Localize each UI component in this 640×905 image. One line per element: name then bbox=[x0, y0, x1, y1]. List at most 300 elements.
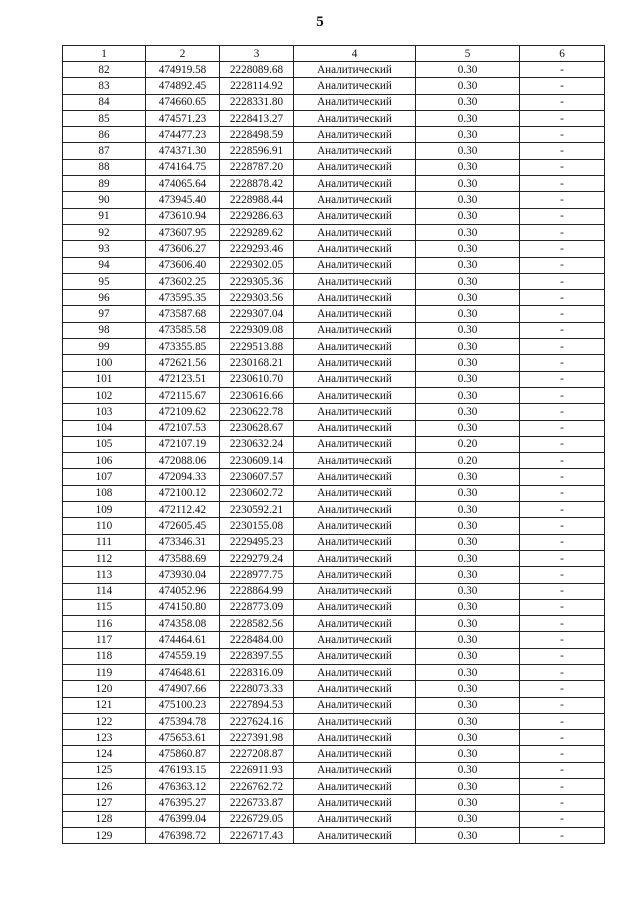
cell-x-coordinate: 472100.12 bbox=[146, 485, 220, 501]
cell-method: Аналитический bbox=[294, 599, 416, 615]
cell-y-coordinate: 2229279.24 bbox=[220, 550, 294, 566]
cell-method: Аналитический bbox=[294, 518, 416, 534]
cell-method: Аналитический bbox=[294, 583, 416, 599]
cell-note: - bbox=[520, 273, 605, 289]
cell-point-number: 122 bbox=[63, 713, 146, 729]
cell-point-number: 101 bbox=[63, 371, 146, 387]
cell-x-coordinate: 475394.78 bbox=[146, 713, 220, 729]
cell-x-coordinate: 472621.56 bbox=[146, 355, 220, 371]
table-row bbox=[63, 322, 605, 338]
cell-point-number: 85 bbox=[63, 110, 146, 126]
cell-y-coordinate: 2229293.46 bbox=[220, 241, 294, 257]
cell-accuracy: 0.30 bbox=[416, 762, 520, 778]
column-header-5: 5 bbox=[416, 46, 520, 62]
table-row bbox=[63, 159, 605, 175]
cell-method: Аналитический bbox=[294, 224, 416, 240]
cell-note: - bbox=[520, 469, 605, 485]
cell-point-number: 109 bbox=[63, 502, 146, 518]
cell-accuracy: 0.30 bbox=[416, 583, 520, 599]
cell-y-coordinate: 2228413.27 bbox=[220, 110, 294, 126]
cell-y-coordinate: 2229307.04 bbox=[220, 306, 294, 322]
cell-y-coordinate: 2229309.08 bbox=[220, 322, 294, 338]
cell-x-coordinate: 474477.23 bbox=[146, 127, 220, 143]
cell-y-coordinate: 2230602.72 bbox=[220, 485, 294, 501]
cell-accuracy: 0.30 bbox=[416, 94, 520, 110]
cell-x-coordinate: 472605.45 bbox=[146, 518, 220, 534]
cell-point-number: 84 bbox=[63, 94, 146, 110]
cell-point-number: 90 bbox=[63, 192, 146, 208]
cell-y-coordinate: 2227391.98 bbox=[220, 730, 294, 746]
cell-point-number: 115 bbox=[63, 599, 146, 615]
cell-accuracy: 0.30 bbox=[416, 616, 520, 632]
cell-x-coordinate: 474052.96 bbox=[146, 583, 220, 599]
cell-method: Аналитический bbox=[294, 713, 416, 729]
cell-y-coordinate: 2229289.62 bbox=[220, 224, 294, 240]
cell-x-coordinate: 474660.65 bbox=[146, 94, 220, 110]
cell-method: Аналитический bbox=[294, 355, 416, 371]
cell-point-number: 88 bbox=[63, 159, 146, 175]
cell-x-coordinate: 473930.04 bbox=[146, 567, 220, 583]
cell-accuracy: 0.30 bbox=[416, 779, 520, 795]
cell-accuracy: 0.30 bbox=[416, 518, 520, 534]
cell-x-coordinate: 476395.27 bbox=[146, 795, 220, 811]
column-header-3: 3 bbox=[220, 46, 294, 62]
cell-x-coordinate: 474164.75 bbox=[146, 159, 220, 175]
table-row bbox=[63, 241, 605, 257]
cell-accuracy: 0.30 bbox=[416, 648, 520, 664]
cell-x-coordinate: 472094.33 bbox=[146, 469, 220, 485]
cell-point-number: 92 bbox=[63, 224, 146, 240]
cell-method: Аналитический bbox=[294, 485, 416, 501]
cell-note: - bbox=[520, 420, 605, 436]
cell-x-coordinate: 475653.61 bbox=[146, 730, 220, 746]
cell-x-coordinate: 472088.06 bbox=[146, 453, 220, 469]
cell-accuracy: 0.30 bbox=[416, 339, 520, 355]
cell-y-coordinate: 2229302.05 bbox=[220, 257, 294, 273]
cell-method: Аналитический bbox=[294, 143, 416, 159]
cell-x-coordinate: 474919.58 bbox=[146, 62, 220, 78]
cell-note: - bbox=[520, 779, 605, 795]
cell-method: Аналитический bbox=[294, 208, 416, 224]
cell-note: - bbox=[520, 550, 605, 566]
cell-accuracy: 0.30 bbox=[416, 502, 520, 518]
table-row bbox=[63, 306, 605, 322]
cell-accuracy: 0.30 bbox=[416, 127, 520, 143]
cell-x-coordinate: 476398.72 bbox=[146, 827, 220, 843]
table-row bbox=[63, 339, 605, 355]
cell-point-number: 110 bbox=[63, 518, 146, 534]
cell-point-number: 119 bbox=[63, 664, 146, 680]
table-row bbox=[63, 127, 605, 143]
column-header-6: 6 bbox=[520, 46, 605, 62]
cell-point-number: 120 bbox=[63, 681, 146, 697]
cell-y-coordinate: 2229513.88 bbox=[220, 339, 294, 355]
cell-accuracy: 0.30 bbox=[416, 208, 520, 224]
cell-y-coordinate: 2228773.09 bbox=[220, 599, 294, 615]
cell-accuracy: 0.30 bbox=[416, 795, 520, 811]
cell-accuracy: 0.30 bbox=[416, 746, 520, 762]
cell-method: Аналитический bbox=[294, 453, 416, 469]
cell-accuracy: 0.30 bbox=[416, 827, 520, 843]
cell-y-coordinate: 2229303.56 bbox=[220, 290, 294, 306]
cell-point-number: 121 bbox=[63, 697, 146, 713]
cell-method: Аналитический bbox=[294, 404, 416, 420]
cell-x-coordinate: 472109.62 bbox=[146, 404, 220, 420]
cell-method: Аналитический bbox=[294, 78, 416, 94]
cell-note: - bbox=[520, 78, 605, 94]
table-row bbox=[63, 94, 605, 110]
cell-note: - bbox=[520, 371, 605, 387]
table-row bbox=[63, 192, 605, 208]
cell-method: Аналитический bbox=[294, 648, 416, 664]
table-row bbox=[63, 110, 605, 126]
cell-accuracy: 0.30 bbox=[416, 713, 520, 729]
cell-note: - bbox=[520, 697, 605, 713]
cell-accuracy: 0.30 bbox=[416, 192, 520, 208]
table-row bbox=[63, 404, 605, 420]
cell-y-coordinate: 2226762.72 bbox=[220, 779, 294, 795]
cell-note: - bbox=[520, 355, 605, 371]
cell-y-coordinate: 2228988.44 bbox=[220, 192, 294, 208]
page-number: 5 bbox=[316, 14, 324, 30]
cell-note: - bbox=[520, 502, 605, 518]
cell-x-coordinate: 474464.61 bbox=[146, 632, 220, 648]
cell-method: Аналитический bbox=[294, 762, 416, 778]
cell-y-coordinate: 2230610.70 bbox=[220, 371, 294, 387]
cell-accuracy: 0.30 bbox=[416, 110, 520, 126]
table-row bbox=[63, 502, 605, 518]
cell-x-coordinate: 474648.61 bbox=[146, 664, 220, 680]
cell-x-coordinate: 473602.25 bbox=[146, 273, 220, 289]
cell-method: Аналитический bbox=[294, 534, 416, 550]
cell-accuracy: 0.30 bbox=[416, 420, 520, 436]
cell-method: Аналитический bbox=[294, 469, 416, 485]
cell-method: Аналитический bbox=[294, 371, 416, 387]
cell-y-coordinate: 2230609.14 bbox=[220, 453, 294, 469]
cell-y-coordinate: 2228878.42 bbox=[220, 176, 294, 192]
cell-method: Аналитический bbox=[294, 811, 416, 827]
cell-y-coordinate: 2229305.36 bbox=[220, 273, 294, 289]
cell-x-coordinate: 474065.64 bbox=[146, 176, 220, 192]
table-row bbox=[63, 224, 605, 240]
table-row bbox=[63, 290, 605, 306]
cell-accuracy: 0.30 bbox=[416, 143, 520, 159]
table-row bbox=[63, 78, 605, 94]
cell-y-coordinate: 2227208.87 bbox=[220, 746, 294, 762]
cell-accuracy: 0.30 bbox=[416, 62, 520, 78]
cell-point-number: 83 bbox=[63, 78, 146, 94]
cell-point-number: 112 bbox=[63, 550, 146, 566]
cell-y-coordinate: 2230592.21 bbox=[220, 502, 294, 518]
cell-note: - bbox=[520, 387, 605, 403]
table-row bbox=[63, 664, 605, 680]
cell-method: Аналитический bbox=[294, 127, 416, 143]
cell-method: Аналитический bbox=[294, 273, 416, 289]
cell-note: - bbox=[520, 762, 605, 778]
cell-note: - bbox=[520, 257, 605, 273]
cell-note: - bbox=[520, 159, 605, 175]
cell-note: - bbox=[520, 827, 605, 843]
cell-accuracy: 0.30 bbox=[416, 485, 520, 501]
cell-method: Аналитический bbox=[294, 322, 416, 338]
cell-y-coordinate: 2226729.05 bbox=[220, 811, 294, 827]
cell-method: Аналитический bbox=[294, 110, 416, 126]
cell-method: Аналитический bbox=[294, 779, 416, 795]
cell-method: Аналитический bbox=[294, 616, 416, 632]
cell-accuracy: 0.20 bbox=[416, 453, 520, 469]
cell-x-coordinate: 476363.12 bbox=[146, 779, 220, 795]
table-row bbox=[63, 453, 605, 469]
cell-y-coordinate: 2230155.08 bbox=[220, 518, 294, 534]
cell-x-coordinate: 474371.30 bbox=[146, 143, 220, 159]
cell-note: - bbox=[520, 632, 605, 648]
cell-y-coordinate: 2230168.21 bbox=[220, 355, 294, 371]
cell-y-coordinate: 2230632.24 bbox=[220, 436, 294, 452]
table-row bbox=[63, 697, 605, 713]
table-row bbox=[63, 599, 605, 615]
cell-note: - bbox=[520, 518, 605, 534]
cell-method: Аналитический bbox=[294, 339, 416, 355]
cell-x-coordinate: 472107.53 bbox=[146, 420, 220, 436]
cell-y-coordinate: 2230607.57 bbox=[220, 469, 294, 485]
cell-x-coordinate: 474559.19 bbox=[146, 648, 220, 664]
cell-accuracy: 0.30 bbox=[416, 159, 520, 175]
cell-y-coordinate: 2230622.78 bbox=[220, 404, 294, 420]
cell-note: - bbox=[520, 110, 605, 126]
cell-y-coordinate: 2228073.33 bbox=[220, 681, 294, 697]
cell-point-number: 98 bbox=[63, 322, 146, 338]
cell-point-number: 117 bbox=[63, 632, 146, 648]
cell-point-number: 82 bbox=[63, 62, 146, 78]
table-row bbox=[63, 632, 605, 648]
table-row bbox=[63, 273, 605, 289]
cell-y-coordinate: 2226911.93 bbox=[220, 762, 294, 778]
cell-method: Аналитический bbox=[294, 176, 416, 192]
cell-point-number: 111 bbox=[63, 534, 146, 550]
cell-note: - bbox=[520, 322, 605, 338]
cell-accuracy: 0.30 bbox=[416, 273, 520, 289]
cell-y-coordinate: 2230628.67 bbox=[220, 420, 294, 436]
table-header bbox=[63, 46, 605, 62]
cell-point-number: 118 bbox=[63, 648, 146, 664]
table-row bbox=[63, 208, 605, 224]
cell-x-coordinate: 475100.23 bbox=[146, 697, 220, 713]
table-row bbox=[63, 730, 605, 746]
table-row bbox=[63, 534, 605, 550]
table-row bbox=[63, 371, 605, 387]
cell-y-coordinate: 2228787.20 bbox=[220, 159, 294, 175]
cell-y-coordinate: 2227894.53 bbox=[220, 697, 294, 713]
cell-x-coordinate: 473587.68 bbox=[146, 306, 220, 322]
cell-note: - bbox=[520, 746, 605, 762]
cell-point-number: 108 bbox=[63, 485, 146, 501]
cell-accuracy: 0.30 bbox=[416, 241, 520, 257]
table-row bbox=[63, 616, 605, 632]
cell-note: - bbox=[520, 583, 605, 599]
cell-y-coordinate: 2230616.66 bbox=[220, 387, 294, 403]
cell-x-coordinate: 472115.67 bbox=[146, 387, 220, 403]
cell-note: - bbox=[520, 616, 605, 632]
table-row bbox=[63, 485, 605, 501]
cell-accuracy: 0.30 bbox=[416, 567, 520, 583]
cell-y-coordinate: 2228331.80 bbox=[220, 94, 294, 110]
cell-y-coordinate: 2228484.00 bbox=[220, 632, 294, 648]
cell-accuracy: 0.30 bbox=[416, 469, 520, 485]
cell-accuracy: 0.30 bbox=[416, 404, 520, 420]
table-row bbox=[63, 436, 605, 452]
cell-note: - bbox=[520, 143, 605, 159]
table-row bbox=[63, 779, 605, 795]
cell-x-coordinate: 473945.40 bbox=[146, 192, 220, 208]
cell-accuracy: 0.30 bbox=[416, 811, 520, 827]
table-row bbox=[63, 257, 605, 273]
cell-y-coordinate: 2228582.56 bbox=[220, 616, 294, 632]
cell-point-number: 91 bbox=[63, 208, 146, 224]
cell-point-number: 103 bbox=[63, 404, 146, 420]
cell-x-coordinate: 473610.94 bbox=[146, 208, 220, 224]
cell-x-coordinate: 473588.69 bbox=[146, 550, 220, 566]
table-row bbox=[63, 143, 605, 159]
table-row bbox=[63, 387, 605, 403]
cell-x-coordinate: 476399.04 bbox=[146, 811, 220, 827]
cell-note: - bbox=[520, 453, 605, 469]
cell-accuracy: 0.30 bbox=[416, 534, 520, 550]
cell-point-number: 127 bbox=[63, 795, 146, 811]
cell-accuracy: 0.30 bbox=[416, 290, 520, 306]
cell-x-coordinate: 476193.15 bbox=[146, 762, 220, 778]
cell-accuracy: 0.30 bbox=[416, 697, 520, 713]
cell-method: Аналитический bbox=[294, 62, 416, 78]
cell-x-coordinate: 474358.08 bbox=[146, 616, 220, 632]
table-row bbox=[63, 550, 605, 566]
cell-method: Аналитический bbox=[294, 795, 416, 811]
cell-note: - bbox=[520, 94, 605, 110]
column-header-2: 2 bbox=[146, 46, 220, 62]
table-row bbox=[63, 811, 605, 827]
cell-note: - bbox=[520, 62, 605, 78]
cell-method: Аналитический bbox=[294, 550, 416, 566]
cell-note: - bbox=[520, 485, 605, 501]
cell-y-coordinate: 2229286.63 bbox=[220, 208, 294, 224]
cell-point-number: 87 bbox=[63, 143, 146, 159]
cell-point-number: 89 bbox=[63, 176, 146, 192]
cell-point-number: 102 bbox=[63, 387, 146, 403]
cell-note: - bbox=[520, 730, 605, 746]
cell-point-number: 93 bbox=[63, 241, 146, 257]
cell-point-number: 86 bbox=[63, 127, 146, 143]
cell-point-number: 99 bbox=[63, 339, 146, 355]
cell-point-number: 124 bbox=[63, 746, 146, 762]
cell-y-coordinate: 2226733.87 bbox=[220, 795, 294, 811]
coordinates-table bbox=[62, 45, 605, 844]
cell-point-number: 96 bbox=[63, 290, 146, 306]
coordinates-table-container bbox=[62, 45, 604, 844]
cell-point-number: 123 bbox=[63, 730, 146, 746]
column-header-1: 1 bbox=[63, 46, 146, 62]
cell-point-number: 100 bbox=[63, 355, 146, 371]
cell-accuracy: 0.30 bbox=[416, 176, 520, 192]
cell-method: Аналитический bbox=[294, 632, 416, 648]
cell-y-coordinate: 2228397.55 bbox=[220, 648, 294, 664]
cell-note: - bbox=[520, 664, 605, 680]
cell-x-coordinate: 472112.42 bbox=[146, 502, 220, 518]
cell-accuracy: 0.30 bbox=[416, 599, 520, 615]
cell-point-number: 116 bbox=[63, 616, 146, 632]
cell-accuracy: 0.30 bbox=[416, 681, 520, 697]
cell-x-coordinate: 474150.80 bbox=[146, 599, 220, 615]
column-header-4: 4 bbox=[294, 46, 416, 62]
table-row bbox=[63, 567, 605, 583]
cell-method: Аналитический bbox=[294, 290, 416, 306]
cell-accuracy: 0.30 bbox=[416, 664, 520, 680]
cell-method: Аналитический bbox=[294, 664, 416, 680]
cell-y-coordinate: 2226717.43 bbox=[220, 827, 294, 843]
table-header-row bbox=[63, 46, 605, 62]
cell-note: - bbox=[520, 436, 605, 452]
cell-note: - bbox=[520, 176, 605, 192]
cell-note: - bbox=[520, 567, 605, 583]
cell-x-coordinate: 472107.19 bbox=[146, 436, 220, 452]
cell-note: - bbox=[520, 811, 605, 827]
cell-note: - bbox=[520, 534, 605, 550]
table-row bbox=[63, 469, 605, 485]
cell-method: Аналитический bbox=[294, 746, 416, 762]
cell-method: Аналитический bbox=[294, 436, 416, 452]
cell-method: Аналитический bbox=[294, 306, 416, 322]
table-row bbox=[63, 518, 605, 534]
cell-method: Аналитический bbox=[294, 697, 416, 713]
table-row bbox=[63, 795, 605, 811]
cell-method: Аналитический bbox=[294, 94, 416, 110]
cell-accuracy: 0.30 bbox=[416, 387, 520, 403]
cell-point-number: 126 bbox=[63, 779, 146, 795]
cell-accuracy: 0.30 bbox=[416, 371, 520, 387]
cell-point-number: 114 bbox=[63, 583, 146, 599]
cell-accuracy: 0.30 bbox=[416, 632, 520, 648]
cell-note: - bbox=[520, 404, 605, 420]
cell-x-coordinate: 473595.35 bbox=[146, 290, 220, 306]
cell-y-coordinate: 2228977.75 bbox=[220, 567, 294, 583]
cell-method: Аналитический bbox=[294, 159, 416, 175]
cell-point-number: 105 bbox=[63, 436, 146, 452]
table-row bbox=[63, 681, 605, 697]
cell-point-number: 95 bbox=[63, 273, 146, 289]
cell-y-coordinate: 2228498.59 bbox=[220, 127, 294, 143]
cell-accuracy: 0.30 bbox=[416, 257, 520, 273]
cell-y-coordinate: 2228596.91 bbox=[220, 143, 294, 159]
cell-note: - bbox=[520, 290, 605, 306]
table-row bbox=[63, 648, 605, 664]
cell-accuracy: 0.30 bbox=[416, 78, 520, 94]
cell-note: - bbox=[520, 599, 605, 615]
cell-note: - bbox=[520, 127, 605, 143]
cell-note: - bbox=[520, 795, 605, 811]
cell-point-number: 128 bbox=[63, 811, 146, 827]
cell-y-coordinate: 2229495.23 bbox=[220, 534, 294, 550]
cell-method: Аналитический bbox=[294, 567, 416, 583]
cell-method: Аналитический bbox=[294, 420, 416, 436]
table-row bbox=[63, 746, 605, 762]
cell-x-coordinate: 473607.95 bbox=[146, 224, 220, 240]
cell-method: Аналитический bbox=[294, 502, 416, 518]
cell-point-number: 106 bbox=[63, 453, 146, 469]
cell-method: Аналитический bbox=[294, 192, 416, 208]
cell-x-coordinate: 474907.66 bbox=[146, 681, 220, 697]
cell-accuracy: 0.30 bbox=[416, 355, 520, 371]
cell-point-number: 113 bbox=[63, 567, 146, 583]
cell-point-number: 97 bbox=[63, 306, 146, 322]
table-row bbox=[63, 176, 605, 192]
